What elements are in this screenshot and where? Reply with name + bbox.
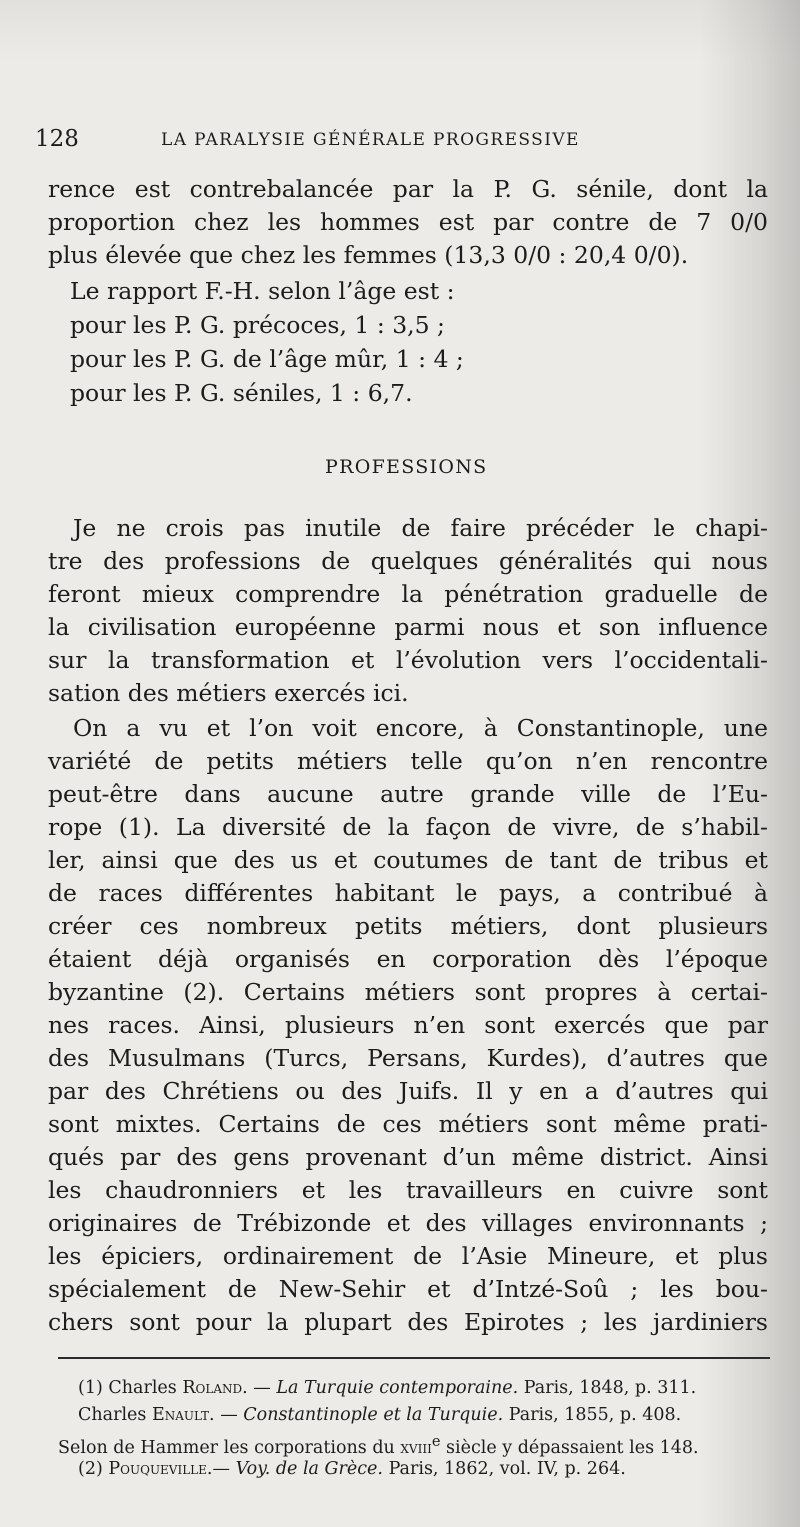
- footnote-author: Charles: [108, 1378, 177, 1398]
- footnote-text: Selon de Hammer les corporations du: [58, 1437, 395, 1458]
- footnote-1: (1) Charles Roland. — La Turquie contemporaine. Paris, 1848, p. 311.: [78, 1378, 697, 1398]
- footnote-divider: [58, 1357, 770, 1359]
- ratio-line: pour les P. G. de l’âge mûr, 1 : 4 ;: [70, 345, 464, 373]
- paragraph-line: ler, ainsi que des us et coutumes de tant de tribus et: [48, 846, 768, 874]
- paragraph-line: chers sont pour la plupart des Epirotes ; les jardiniers: [48, 1308, 768, 1336]
- footnote-dash: —: [212, 1459, 230, 1479]
- paragraph-line: nes races. Ainsi, plusieurs n’en sont exercés que par: [48, 1011, 768, 1039]
- paragraph-line: rope (1). La diversité de la façon de vivre, de s’habil-: [48, 813, 768, 841]
- paragraph-line: sur la transformation et l’évolution vers l’occidentali-: [48, 646, 768, 674]
- paragraph-line: par des Chrétiens ou des Juifs. Il y en a d’autres qui: [48, 1077, 768, 1105]
- paragraph-line: qués par des gens provenant d’un même district. Ainsi: [48, 1143, 768, 1171]
- footnote-citation: Paris, 1848, p. 311.: [523, 1378, 697, 1398]
- footnote-author: Charles: [78, 1405, 147, 1425]
- page-number: 128: [35, 126, 79, 152]
- footnote-1-continued: Charles Enault. — Constantinople et la Turquie. Paris, 1855, p. 408.: [78, 1405, 682, 1425]
- running-title: LA PARALYSIE GÉNÉRALE PROGRESSIVE: [161, 130, 580, 150]
- ratio-line: pour les P. G. séniles, 1 : 6,7.: [70, 379, 413, 407]
- footnote-citation: Paris, 1855, p. 408.: [508, 1405, 682, 1425]
- footnote-century: xviii: [400, 1437, 432, 1458]
- footnote-author-surname: Pouqueville: [108, 1459, 207, 1479]
- ratio-line: pour les P. G. précoces, 1 : 3,5 ;: [70, 311, 445, 339]
- footnote-marker: (2): [78, 1459, 103, 1479]
- footnote-text: siècle y dépassaient les 148.: [446, 1437, 699, 1458]
- paragraph-line: étaient déjà organisés en corporation dès l’époque: [48, 945, 768, 973]
- footnote-title: La Turquie contemporaine.: [276, 1378, 519, 1398]
- ratio-intro-line: Le rapport F.-H. selon l’âge est :: [70, 277, 455, 305]
- paragraph-line: Je ne crois pas inutile de faire précéder le chapi-: [73, 514, 768, 542]
- paragraph-line: de races différentes habitant le pays, a contribué à: [48, 879, 768, 907]
- paragraph-line: la civilisation européenne parmi nous et son influence: [48, 613, 768, 641]
- footnote-1-note: [58, 1430, 699, 1460]
- footnote-marker: (1): [78, 1378, 103, 1398]
- paragraph-line: créer ces nombreux petits métiers, dont plusieurs: [48, 912, 768, 940]
- footnote-author-surname: Roland: [182, 1378, 243, 1398]
- page-header: [35, 124, 770, 154]
- paragraph-line: les chaudronniers et les travailleurs en cuivre sont: [48, 1176, 768, 1204]
- paragraph-line: sont mixtes. Certains de ces métiers sont même prati-: [48, 1110, 768, 1138]
- paragraph-line: variété de petits métiers telle qu’on n’en rencontre: [48, 747, 768, 775]
- body-line: proportion chez les hommes est par contre de 7 0/0: [48, 208, 768, 236]
- footnote-citation: Paris, 1862, vol. IV, p. 264.: [388, 1459, 626, 1479]
- paragraph-line: originaires de Trébizonde et des villages environnants ;: [48, 1209, 768, 1237]
- paragraph-line: peut-être dans aucune autre grande ville de l’Eu-: [48, 780, 768, 808]
- paragraph-line: spécialement de New-Sehir et d’Intzé-Soû ; les bou-: [48, 1275, 768, 1303]
- body-line: rence est contrebalancée par la P. G. sénile, dont la: [48, 175, 768, 203]
- footnote-title: Voy. de la Grèce.: [235, 1459, 383, 1479]
- paragraph-line: sation des métiers exercés ici.: [48, 679, 409, 707]
- footnote-century-suffix: e: [431, 1433, 441, 1450]
- paragraph-line: les épiciers, ordinairement de l’Asie Mineure, et plus: [48, 1242, 768, 1270]
- body-line: plus élevée que chez les femmes (13,3 0/0 : 20,4 0/0).: [48, 241, 689, 269]
- section-heading: PROFESSIONS: [325, 456, 488, 478]
- paragraph-line: des Musulmans (Turcs, Persans, Kurdes), d’autres que: [48, 1044, 768, 1072]
- footnote-dash: —: [220, 1405, 238, 1425]
- footnote-dash: —: [253, 1378, 271, 1398]
- footnote-author-surname: Enault: [151, 1405, 210, 1425]
- footnote-2: (2) Pouqueville.— Voy. de la Grèce. Paris, 1862, vol. IV, p. 264.: [78, 1459, 626, 1479]
- paragraph-line: feront mieux comprendre la pénétration graduelle de: [48, 580, 768, 608]
- paragraph-line: tre des professions de quelques généralités qui nous: [48, 547, 768, 575]
- footnote-title: Constantinople et la Turquie.: [243, 1405, 504, 1425]
- paragraph-line: On a vu et l’on voit encore, à Constantinople, une: [73, 714, 768, 742]
- paragraph-line: byzantine (2). Certains métiers sont propres à certai-: [48, 978, 768, 1006]
